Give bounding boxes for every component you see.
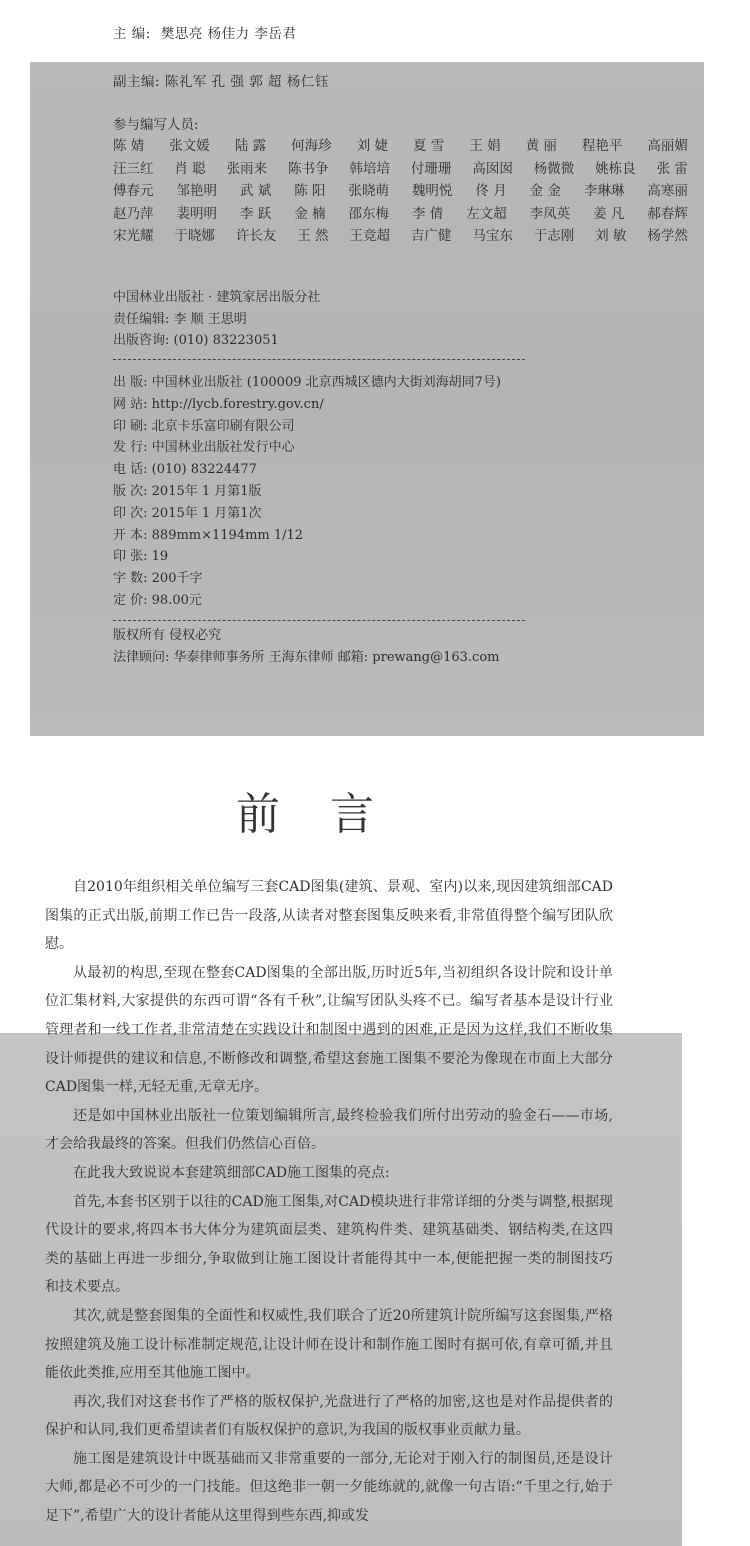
contributor-name: 李 倩 bbox=[411, 205, 444, 222]
contributor-name: 陈书争 bbox=[288, 160, 329, 177]
contributor-name: 杨学然 bbox=[647, 228, 688, 244]
contributor-name: 李琳琳 bbox=[583, 183, 625, 199]
chief-editor-names: 樊思亮 杨佳力 李岳君 bbox=[160, 26, 297, 42]
deputy-editor-names: 陈礼军 孔 强 郭 超 杨仁钰 bbox=[164, 74, 329, 90]
contributor-name: 姜 凡 bbox=[593, 205, 625, 222]
dashed-divider bbox=[113, 620, 525, 621]
contributor-name: 陈 阳 bbox=[294, 183, 326, 199]
info-row bbox=[113, 568, 501, 590]
preface-paragraph: 其次,就是整套图集的全面性和权威性,我们联合了近20所建筑计院所编写这套图集,严格按照建筑及施工设计标准制定规范,让设计师在设计和制作施工图时有据可依,有章可循,并且能依此类推,应用至其他施工图中。 bbox=[45, 1307, 613, 1382]
contributors-grid bbox=[113, 135, 688, 248]
info-row bbox=[113, 437, 501, 459]
info-key: 印 次: bbox=[113, 505, 148, 521]
responsible-editor: 责任编辑: 李 顺 王思明 bbox=[113, 311, 247, 327]
contributor-name: 刘 婕 bbox=[356, 138, 388, 154]
contributor-name: 金 楠 bbox=[294, 205, 326, 222]
contributor-name: 武 斌 bbox=[239, 183, 272, 199]
contributor-name: 何海珍 bbox=[291, 138, 332, 154]
contributor-name: 杨微微 bbox=[533, 160, 575, 177]
info-row bbox=[113, 416, 501, 438]
contributor-name: 张 雷 bbox=[656, 160, 688, 177]
info-value: 北京卡乐富印刷有限公司 bbox=[151, 418, 295, 434]
contributors-title: 参与编写人员: bbox=[113, 117, 199, 133]
deputy-editor-line bbox=[113, 72, 688, 92]
preface-paragraph: 首先,本套书区别于以往的CAD施工图集,对CAD模块进行非常详细的分类与调整,根据现代设计的要求,将四本书大体分为建筑面层类、建筑构件类、建筑基础类、钢结构类,在这四类的基础上再进一步细分,争取做到让施工图设计者能得其中一本,便能把握一类的制图技巧和技术要点。 bbox=[45, 1193, 613, 1296]
contributors-row bbox=[113, 203, 688, 226]
contributor-name: 魏明悦 bbox=[411, 183, 453, 199]
rights-notice: 版权所有 侵权必究 bbox=[113, 628, 222, 643]
info-value: (010) 83224477 bbox=[151, 462, 257, 478]
contributors-row bbox=[113, 225, 688, 248]
publisher-group bbox=[113, 287, 320, 352]
contributor-name: 黄 丽 bbox=[525, 138, 557, 154]
legal-counsel: 法律顾问: 华泰律师事务所 王海东律师 邮箱: prewang@163.com bbox=[113, 650, 500, 665]
chief-editor-label: 主 编: bbox=[113, 26, 151, 42]
contributor-name: 佟 月 bbox=[475, 183, 507, 199]
publication-info bbox=[113, 372, 501, 612]
contributor-name: 左文超 bbox=[466, 205, 507, 222]
website-link[interactable]: http://lycb.forestry.gov.cn/ bbox=[151, 396, 324, 412]
info-value: 2015年 1 月第1版 bbox=[151, 483, 262, 499]
preface-paragraph: 还是如中国林业出版社一位策划编辑所言,最终检验我们所付出劳动的验金石——市场,才会给我最终的答案。但我们仍然信心百倍。 bbox=[45, 1107, 613, 1153]
preface-title: 前言 bbox=[236, 789, 424, 840]
publisher-name: 中国林业出版社 · 建筑家居出版分社 bbox=[113, 290, 321, 305]
contributor-name: 马宝东 bbox=[472, 228, 513, 244]
contributor-name: 肖 聪 bbox=[174, 160, 206, 177]
info-value: 200千字 bbox=[151, 571, 203, 587]
info-key: 网 站: bbox=[113, 396, 148, 412]
info-value: 2015年 1 月第1次 bbox=[151, 505, 262, 521]
info-row bbox=[113, 503, 501, 525]
contributor-name: 姚栋良 bbox=[595, 160, 636, 177]
publishing-consult: 出版咨询: (010) 83223051 bbox=[113, 333, 279, 348]
contributor-name: 王 娟 bbox=[469, 138, 501, 154]
contributor-name: 高丽媚 bbox=[647, 138, 688, 154]
info-key: 印 刷: bbox=[113, 418, 148, 434]
contributor-name: 王竞超 bbox=[349, 228, 390, 244]
info-value: 19 bbox=[151, 549, 169, 565]
rights-footer bbox=[113, 625, 499, 669]
contributor-name: 许长友 bbox=[235, 228, 277, 244]
info-value: 中国林业出版社发行中心 bbox=[151, 440, 295, 456]
contributor-name: 陆 露 bbox=[234, 138, 267, 154]
contributor-name: 付珊珊 bbox=[410, 160, 452, 177]
info-row bbox=[113, 394, 501, 416]
contributor-name: 汪三红 bbox=[113, 160, 154, 177]
contributor-name: 张晓萌 bbox=[348, 183, 389, 199]
dashed-divider bbox=[113, 359, 525, 360]
info-row bbox=[113, 481, 501, 503]
contributor-name: 裴明明 bbox=[176, 205, 217, 222]
contributors-row bbox=[113, 180, 688, 203]
contributor-name: 程艳平 bbox=[581, 138, 623, 154]
contributor-name: 夏 雪 bbox=[412, 138, 445, 154]
info-row bbox=[113, 590, 501, 612]
info-row bbox=[113, 459, 501, 481]
info-key: 电 话: bbox=[113, 462, 148, 478]
contributors-row bbox=[113, 158, 688, 181]
preface-paragraph: 施工图是建筑设计中既基础而又非常重要的一部分,无论对于刚入行的制图员,还是设计大师,都是必不可少的一门技能。但这绝非一朝一夕能练就的,就像一句古语:“千里之行,始于足下”,希望广大的设计者能从这里得到些东西,抑或发 bbox=[45, 1450, 613, 1525]
preface-paragraph: 在此我大致说说本套建筑细部CAD施工图集的亮点: bbox=[73, 1164, 390, 1181]
info-row bbox=[113, 525, 501, 547]
info-row bbox=[113, 546, 501, 568]
contributor-name: 高寒丽 bbox=[647, 183, 688, 199]
info-key: 版 次: bbox=[113, 483, 148, 499]
contributor-name: 傅春元 bbox=[113, 183, 154, 199]
info-value: 889mm×1194mm 1/12 bbox=[151, 527, 304, 543]
info-key: 定 价: bbox=[113, 592, 148, 608]
info-key: 出 版: bbox=[113, 375, 148, 390]
contributor-name: 李 跃 bbox=[239, 205, 272, 222]
contributors-row bbox=[113, 135, 688, 158]
info-value: 中国林业出版社 (100009 北京西城区德内大街刘海胡同7号) bbox=[151, 375, 501, 390]
preface-body bbox=[45, 873, 613, 1531]
contributor-name: 郝春辉 bbox=[647, 205, 688, 222]
contributor-name: 韩培培 bbox=[349, 160, 390, 177]
info-key: 印 张: bbox=[113, 549, 148, 565]
contributor-name: 陈 婧 bbox=[113, 138, 145, 154]
contributor-name: 邵东梅 bbox=[348, 205, 389, 222]
contributor-name: 邹艳明 bbox=[176, 183, 217, 199]
preface-paragraph: 自2010年组织相关单位编写三套CAD图集(建筑、景观、室内)以来,现因建筑细部CAD图集的正式出版,前期工作已告一段落,从读者对整套图集反映来看,非常值得整个编写团队欣慰。 bbox=[45, 879, 613, 953]
contributor-name: 张雨来 bbox=[226, 160, 268, 177]
contributor-name: 吉广健 bbox=[410, 228, 452, 244]
contributor-name: 高囡囡 bbox=[472, 160, 513, 177]
deputy-editor-label: 副主编: bbox=[113, 74, 161, 90]
contributor-name: 张文媛 bbox=[169, 138, 210, 154]
copyright-block bbox=[30, 62, 704, 736]
chief-editor-line bbox=[113, 22, 296, 42]
info-key: 发 行: bbox=[113, 440, 148, 456]
contributor-name: 王 然 bbox=[297, 228, 329, 244]
contributor-name: 于晓娜 bbox=[174, 228, 215, 244]
info-key: 字 数: bbox=[113, 571, 148, 587]
contributor-name: 于志刚 bbox=[533, 228, 575, 244]
preface-paragraph: 从最初的构思,至现在整套CAD图集的全部出版,历时近5年,当初组织各设计院和设计单位汇集材料,大家提供的东西可谓“各有千秋”,让编写团队头疼不已。编写者基本是设计行业管理者和一线工作者,非常清楚在实践设计和制图中遇到的困难,正是因为这样,我们不断收集设计师提供的建议和信息,不断修改和调整,希望这套施工图集不要沦为像现在市面上大部分CAD图集一样,无轻无重,无章无序。 bbox=[45, 964, 613, 1096]
contributor-name: 李凤英 bbox=[529, 205, 571, 222]
contributor-name: 赵乃萍 bbox=[113, 205, 154, 222]
contributor-name: 金 金 bbox=[529, 183, 561, 199]
info-row bbox=[113, 372, 501, 394]
contributor-name: 刘 敏 bbox=[595, 228, 627, 244]
info-value: 98.00元 bbox=[151, 592, 202, 608]
editors-section bbox=[113, 72, 688, 248]
contributor-name: 宋光耀 bbox=[113, 228, 154, 244]
preface-paragraph: 再次,我们对这套书作了严格的版权保护,光盘进行了严格的加密,这也是对作品提供者的保护和认同,我们更希望读者们有版权保护的意识,为我国的版权事业贡献力量。 bbox=[45, 1393, 613, 1439]
info-key: 开 本: bbox=[113, 527, 148, 543]
